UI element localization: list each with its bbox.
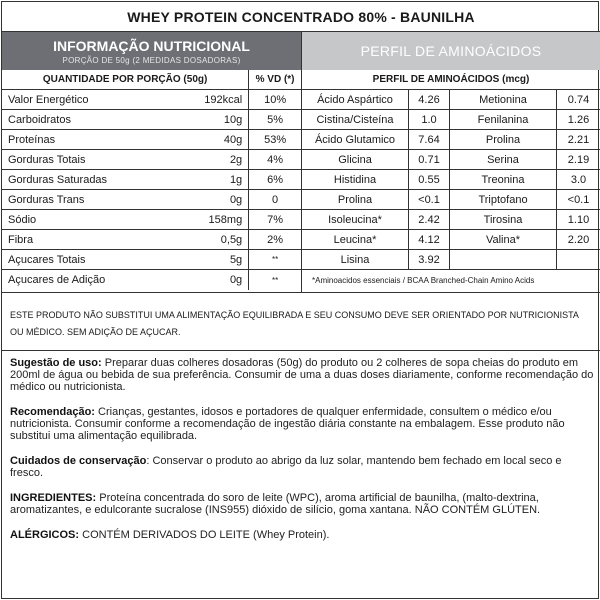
- nutrient-label: Gorduras Saturadas: [8, 173, 108, 186]
- amino-row: [302, 170, 600, 190]
- amino-value: 1.26: [556, 110, 600, 129]
- nutrient-vd: 2%: [248, 230, 301, 249]
- info-text: Preparar duas colheres dosadoras (50g) do produto ou 2 colheres de sopa cheias do produto em 200ml de água ou bebida de sua preferência. Consumir de uma a duas doses diariamente, conforme recomendação do médico ou nutricionista.: [10, 357, 594, 393]
- amino-name: Isoleucina*: [328, 213, 382, 226]
- info-text: : Conservar o produto ao abrigo da luz solar, mantendo bem fechado em local seco e fresco.: [10, 455, 562, 479]
- amino-value: <0.1: [556, 190, 600, 209]
- info-sections: [10, 357, 594, 554]
- amino-value: 4.26: [408, 90, 450, 109]
- info-label: Sugestão de uso:: [10, 357, 102, 369]
- nutrient-label: Açucares de Adição: [8, 274, 106, 286]
- nutrient-qty: 0g: [229, 193, 243, 206]
- nutrition-row: [2, 250, 301, 270]
- info-paragraph: [10, 492, 594, 516]
- nutrient-qty: 2g: [229, 153, 243, 166]
- amino-column-head: [302, 70, 600, 90]
- amino-value: 1.10: [556, 210, 600, 229]
- nutrient-qty: 1g: [229, 173, 243, 186]
- info-paragraph: [10, 406, 594, 442]
- amino-name: Prolina: [485, 133, 521, 146]
- nutrition-row: [2, 190, 301, 210]
- info-label: Recomendação:: [10, 406, 95, 418]
- nutrition-rows: [2, 90, 301, 290]
- nutrient-label: Valor Energético: [8, 93, 89, 106]
- amino-value: 7.64: [408, 130, 450, 149]
- nutrient-vd: **: [248, 270, 301, 290]
- amino-value: 2.19: [556, 150, 600, 169]
- amino-value: [556, 250, 600, 269]
- amino-name: Lisina: [340, 253, 370, 266]
- nutrient-label: Proteínas: [8, 133, 56, 146]
- nutrient-label: Carboidratos: [8, 113, 71, 126]
- amino-column-title: PERFIL DE AMINOÁCIDOS (mcg): [372, 74, 530, 85]
- amino-value: 0.55: [408, 170, 450, 189]
- nutrition-row: [2, 270, 301, 290]
- amino-value: 3.92: [408, 250, 450, 269]
- amino-footnote: *Aminoacidos essenciais / BCAA Branched-Chain Amino Acids: [312, 275, 535, 285]
- amino-row: [302, 250, 600, 270]
- info-paragraph: [10, 529, 594, 541]
- nutrient-vd: 4%: [248, 150, 301, 169]
- nutrient-label: Sódio: [8, 213, 37, 226]
- nutrition-row: [2, 210, 301, 230]
- nutrition-row: [2, 90, 301, 110]
- nutrition-column-head: [2, 70, 301, 90]
- nutrient-qty: 0g: [229, 274, 243, 286]
- amino-name: Triptofano: [478, 193, 528, 206]
- amino-name: Tirosina: [483, 213, 523, 226]
- label-frame: [1, 1, 599, 599]
- amino-row: [302, 130, 600, 150]
- amino-table: [302, 32, 600, 292]
- nutrient-vd: 53%: [248, 130, 301, 149]
- nutrient-label: Fibra: [8, 233, 34, 246]
- nutrition-row: [2, 130, 301, 150]
- amino-name: Prolina: [337, 193, 373, 206]
- nutrient-label: Gorduras Totais: [8, 153, 86, 166]
- column-vd: % VD (*): [248, 70, 301, 89]
- nutrient-qty: 158mg: [208, 213, 243, 226]
- amino-value: <0.1: [408, 190, 450, 209]
- info-text: CONTÉM DERIVADOS DO LEITE (Whey Protein).: [79, 529, 330, 541]
- nutrient-label: Gorduras Trans: [8, 193, 85, 206]
- amino-name: Ácido Glutamico: [314, 133, 396, 146]
- amino-row: [302, 150, 600, 170]
- amino-row: [302, 110, 600, 130]
- amino-rows: [302, 90, 600, 270]
- nutrition-row: [2, 110, 301, 130]
- nutrient-vd: 6%: [248, 170, 301, 189]
- amino-row: [302, 210, 600, 230]
- nutrition-header-sub: PORÇÃO DE 50g (2 MEDIDAS DOSADORAS): [62, 55, 241, 65]
- amino-header: [302, 32, 600, 70]
- warning-text: ESTE PRODUTO NÃO SUBSTITUI UMA ALIMENTAÇÃO EQUILIBRADA E SEU CONSUMO DEVE SER ORIENTADO POR NUTRICIONISTA OU MÉDICO. SEM ADIÇÃO DE AÇUCAR.: [2, 292, 600, 351]
- nutrient-vd: **: [248, 250, 301, 269]
- amino-value: 2.42: [408, 210, 450, 229]
- nutrition-table: [2, 32, 302, 292]
- amino-name: Serina: [487, 153, 519, 166]
- nutrient-qty: 40g: [223, 133, 243, 146]
- nutrition-row: [2, 230, 301, 250]
- nutrient-qty: 5g: [229, 253, 243, 266]
- nutrient-vd: 7%: [248, 210, 301, 229]
- nutrient-label: Açucares Totais: [8, 253, 86, 266]
- info-paragraph: [10, 455, 594, 479]
- column-qty: QUANTIDADE POR PORÇÃO (50g): [42, 74, 208, 85]
- nutrition-row: [2, 150, 301, 170]
- amino-name: Treonina: [481, 173, 525, 186]
- amino-row: [302, 190, 600, 210]
- amino-name: Cistina/Cisteína: [316, 113, 394, 126]
- info-label: ALÉRGICOS:: [10, 529, 80, 541]
- nutrient-qty: 0,5g: [220, 233, 243, 246]
- amino-value: 0.71: [408, 150, 450, 169]
- amino-name: Leucina*: [333, 233, 377, 246]
- section-divider: [2, 350, 600, 351]
- amino-name: Fenilanina: [477, 113, 529, 126]
- amino-name: Histidina: [333, 173, 377, 186]
- info-label: Cuidados de conservação: [10, 455, 147, 467]
- nutrient-qty: 10g: [223, 113, 243, 126]
- amino-value: 1.0: [408, 110, 450, 129]
- amino-value: 2.20: [556, 230, 600, 249]
- nutrition-header: [2, 32, 301, 70]
- info-paragraph: [10, 357, 594, 393]
- nutrition-header-title: INFORMAÇÃO NUTRICIONAL: [53, 37, 250, 54]
- amino-value: 4.12: [408, 230, 450, 249]
- amino-name: Valina*: [485, 233, 521, 246]
- info-label: INGREDIENTES:: [10, 492, 97, 504]
- amino-value: 3.0: [556, 170, 600, 189]
- amino-name: Metionina: [479, 93, 527, 106]
- info-text: Proteína concentrada do soro de leite (WPC), aroma artificial de baunilha, (malto-dextrina, aromatizantes, e edulcorante sucralose (INS955) dióxido de silício, goma xantana. NÃO CONTÉM GLÚTEN.: [10, 492, 541, 516]
- amino-value: 0.74: [556, 90, 600, 109]
- amino-name: Glicina: [338, 153, 372, 166]
- nutrient-qty: 192kcal: [204, 93, 243, 106]
- info-text: Crianças, gestantes, idosos e portadores de qualquer enfermidade, consultem o médico e/ou nutricionista. Consumir conforme a recomendação de ingestão diária constante na embalagem. Esse produto não substitui uma alimentação equilibrada.: [10, 406, 565, 442]
- nutrient-vd: 10%: [248, 90, 301, 109]
- amino-header-title: PERFIL DE AMINOÁCIDOS: [360, 43, 542, 59]
- product-title: WHEY PROTEIN CONCENTRADO 80% - BAUNILHA: [2, 2, 600, 32]
- nutrition-row: [2, 170, 301, 190]
- nutrient-vd: 0: [248, 190, 301, 209]
- amino-name: Ácido Aspártico: [317, 93, 393, 106]
- amino-row: [302, 230, 600, 250]
- nutrient-vd: 5%: [248, 110, 301, 129]
- amino-row: [302, 90, 600, 110]
- amino-value: 2.21: [556, 130, 600, 149]
